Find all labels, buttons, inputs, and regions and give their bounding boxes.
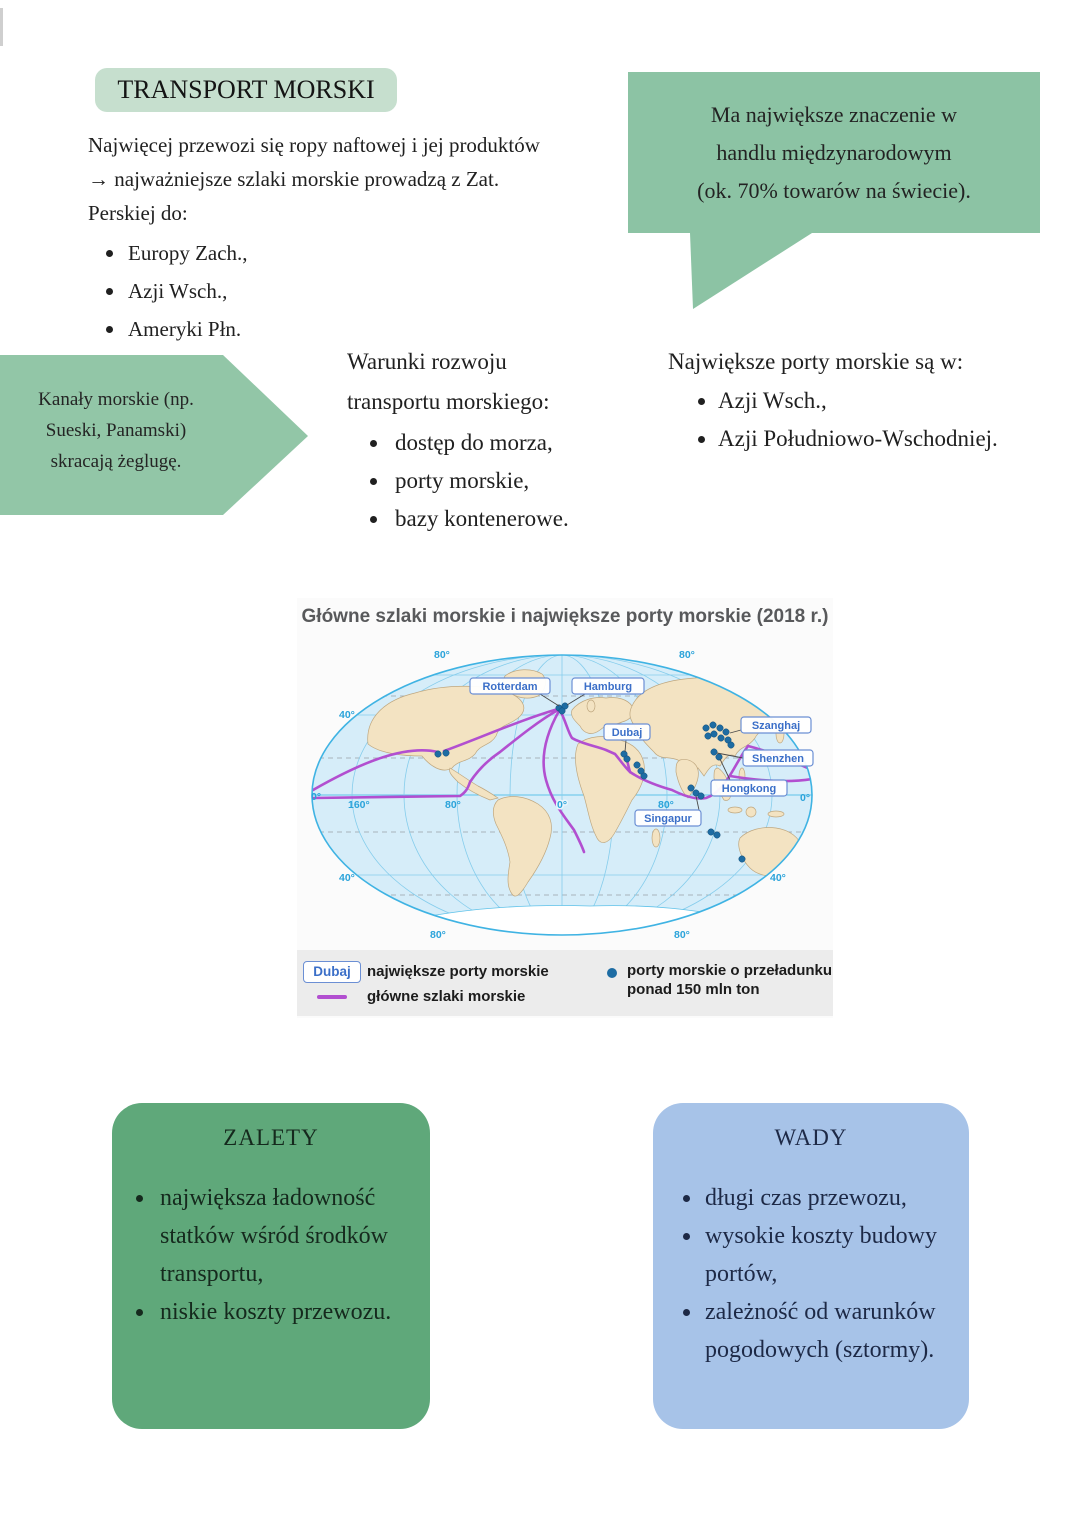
port-dot [688,785,694,791]
legend-label: największe porty morskie [367,963,549,980]
port-dot [716,754,722,760]
list-item: Europy Zach., [88,234,628,272]
legend-item-routes [297,984,593,1009]
port-dot [728,742,734,748]
legend-label: główne szlaki morskie [367,988,526,1005]
legend-label [627,961,832,1016]
arrow-line: Sueski, Panamski) [45,420,187,441]
new-zealand [804,879,810,893]
ports-title: Największe porty morskie są w: [668,349,964,374]
intro-paragraph [88,128,628,348]
disadvantages-title: WADY [774,1125,848,1150]
port-label-singapur [635,810,701,826]
port-dot [714,832,720,838]
port-dot [710,722,716,728]
port-dot [443,750,449,756]
arrow-label [0,384,232,477]
list-item: największa ładowność statków wśród środków transportu, [112,1179,430,1293]
advantages-list [112,1179,430,1331]
legend-label-line: ponad 150 mln ton [627,981,760,998]
graticule-label: 0° [800,792,811,804]
madagascar [652,829,660,847]
disadvantages-list [653,1179,969,1369]
largest-ports-section [668,342,1060,458]
borneo [746,807,756,817]
intro-line: Najwięcej przewozi się ropy naftowej i jej produktów [88,133,540,157]
graticule-label: 80° [658,799,674,811]
port-dot [711,749,717,755]
graticule-label: 80° [674,929,690,940]
map-title: Główne szlaki morskie i największe porty morskie (2018 r.) [301,606,829,627]
port-dot [698,793,704,799]
port-dot [739,856,745,862]
british-isles [587,700,595,712]
port-label-text: Szanghaj [751,720,801,732]
disadvantages-card [653,1103,969,1429]
page-edge-mark [0,8,3,46]
graticule-label: 40° [339,872,355,884]
port-label-text: Shenzhen [752,753,804,765]
port-dot [718,735,724,741]
arrow-line: Kanały morskie (np. [38,389,194,410]
list-item: Azji Południowo-Wschodniej. [668,420,1060,458]
port-dot [559,708,565,714]
conditions-title-line: Warunki rozwoju [347,349,507,374]
legend-left-column [297,950,593,1016]
intro-list [88,234,628,348]
world-map-svg [310,648,815,940]
list-item: długi czas przewozu, [653,1179,969,1217]
port-label-shanghai [741,717,811,733]
advantages-title: ZALETY [223,1125,319,1150]
port-dot [703,725,709,731]
port-label-hamburg [572,678,644,694]
list-item: niskie koszty przewozu. [112,1293,430,1331]
conditions-list [347,424,637,538]
graticule-label: 80° [430,929,446,940]
graticule-label: 80° [434,649,450,661]
list-item: zależność od warunków pogodowych (sztormy). [653,1293,969,1369]
list-item: dostęp do morza, [347,424,637,462]
bubble-line: handlu międzynarodowym [716,139,952,165]
list-item: porty morskie, [347,462,637,500]
port-dot [705,733,711,739]
graticule-label: 40° [339,709,355,721]
port-label-text: Dubaj [611,727,643,739]
bubble-line: (ok. 70% towarów na świecie). [697,177,971,203]
legend-item-major-ports [297,959,593,984]
list-item: bazy kontenerowe. [347,500,637,538]
conditions-section [347,342,637,538]
arrow-line: skracają żeglugę. [50,451,182,472]
list-item: Ameryki Płn. [88,310,628,348]
port-label-dubai [604,724,650,740]
port-label-text: Singapur [644,813,692,825]
legend-item-throughput [593,950,832,1016]
port-dot [711,731,717,737]
new-guinea [768,811,784,817]
port-dot [641,773,647,779]
graticule-label: 160° [348,799,370,811]
legend-swatch-slot [297,995,367,999]
advantages-card [112,1103,430,1429]
list-item: wysokie koszty budowy portów, [653,1217,969,1293]
route-line-swatch [317,995,347,999]
port-dot [723,729,729,735]
page-title-text: TRANSPORT MORSKI [117,75,375,104]
graticule-label: 40° [770,872,786,884]
graticule-label: 0° [311,791,322,803]
port-chip-swatch: Dubaj [303,961,361,983]
bubble-line: Ma największe znaczenie w [710,101,958,127]
port-label-rotterdam [470,678,550,694]
port-dot [435,751,441,757]
port-dot-swatch [607,968,617,978]
legend-swatch-slot [297,961,367,983]
port-label-shenzhen [743,750,813,766]
list-item: Azji Wsch., [668,382,1060,420]
list-item: Azji Wsch., [88,272,628,310]
sumatra [728,807,742,813]
graticule-label: 80° [445,799,461,811]
port-dot [708,829,714,835]
canal-arrow-callout [0,355,308,515]
ports-list [668,382,1060,458]
intro-line: Perskiej do: [88,201,188,225]
page-title [95,68,397,112]
port-label-text: Rotterdam [482,681,538,693]
port-label-hongkong [711,780,787,796]
map-legend [297,950,833,1016]
intro-line: → najważniejsze szlaki morskie prowadzą z Zat. [88,167,500,191]
speech-bubble-tail [690,233,812,309]
port-dot [717,725,723,731]
port-dot [634,762,640,768]
graticule-label: 80° [679,649,695,661]
graticule-label: 0° [557,799,568,811]
conditions-title-line: transportu morskiego: [347,389,550,414]
speech-bubble [628,72,1040,233]
port-label-text: Hamburg [583,681,633,693]
port-label-text: Hongkong [721,783,777,795]
legend-label-line: porty morskie o przeładunku [627,962,833,979]
port-dot [624,756,630,762]
